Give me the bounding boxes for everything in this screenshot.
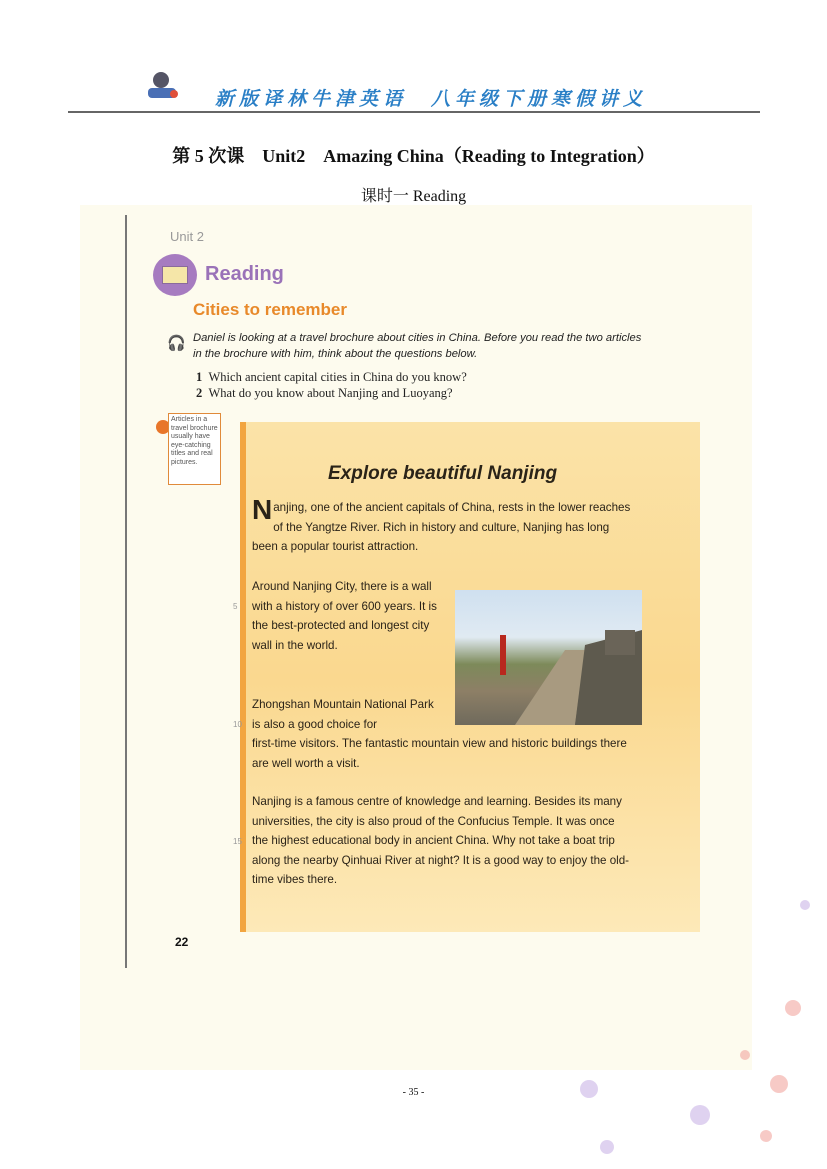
paragraph-4: Nanjing is a famous centre of knowledge and learning. Besides its many universities, the city is also proud of the Confucius Temple. It was once the highest educational body in ancient China. Why not take a boat trip along the nearby Qinhuai River at night? It is a good way to enjoy the old-time vibes there. bbox=[252, 795, 630, 887]
page-binding-line bbox=[125, 215, 127, 968]
tip-box: Articles in a travel brochure usually have eye-catching titles and real pictures. bbox=[168, 413, 221, 485]
lesson-title: 第 5 次课 Unit2 Amazing China（Reading to Integration） bbox=[172, 146, 655, 166]
reading-heading: Cities to remember bbox=[193, 300, 347, 319]
paragraph-1 bbox=[252, 494, 632, 557]
city-wall-photo bbox=[455, 590, 642, 725]
question-number: 1 bbox=[196, 370, 203, 384]
page-number: - 35 - bbox=[402, 1087, 425, 1098]
intro-text: Daniel is looking at a travel brochure about cities in China. Before you read the two articles in the brochure with him, think about the questions below. bbox=[193, 332, 642, 360]
line-number: 10 bbox=[233, 720, 242, 729]
paragraph-text: anjing, one of the ancient capitals of China, rests in the lower reaches of the Yangtze River. Rich in history and culture, Nanjing has long been a popular tourist attraction. bbox=[252, 501, 631, 554]
question-text: Which ancient capital cities in China do you know? bbox=[208, 370, 467, 384]
line-number: 5 bbox=[233, 602, 238, 611]
unit-label: Unit 2 bbox=[170, 229, 204, 244]
paragraph-3b: first-time visitors. The fantastic mountain view and historic buildings there are well worth a visit. bbox=[252, 737, 627, 770]
header-title: 新版译林牛津英语 八年级下册寒假讲义 bbox=[215, 88, 648, 110]
astronaut-logo-icon bbox=[142, 70, 180, 104]
drop-cap: N bbox=[252, 494, 273, 525]
article-title: Explore beautiful Nanjing bbox=[328, 463, 558, 484]
lesson-subtitle: 课时一 Reading bbox=[360, 188, 467, 205]
headphones-icon: 🎧 bbox=[167, 336, 186, 352]
section-heading: Reading bbox=[205, 263, 284, 285]
header-divider bbox=[68, 111, 760, 113]
question-number: 2 bbox=[196, 386, 203, 400]
question-2 bbox=[196, 386, 453, 401]
textbook-page-number: 22 bbox=[175, 935, 189, 949]
paragraph-2: Around Nanjing City, there is a wall with a history of over 600 years. It is the best-protected and longest city wall in the world. bbox=[252, 580, 437, 652]
question-text: What do you know about Nanjing and Luoyang? bbox=[208, 386, 453, 400]
line-number: 15 bbox=[233, 837, 242, 846]
paragraph-3a: Zhongshan Mountain National Park is also a good choice for bbox=[252, 698, 434, 731]
book-icon bbox=[153, 254, 197, 296]
question-1 bbox=[196, 370, 467, 385]
